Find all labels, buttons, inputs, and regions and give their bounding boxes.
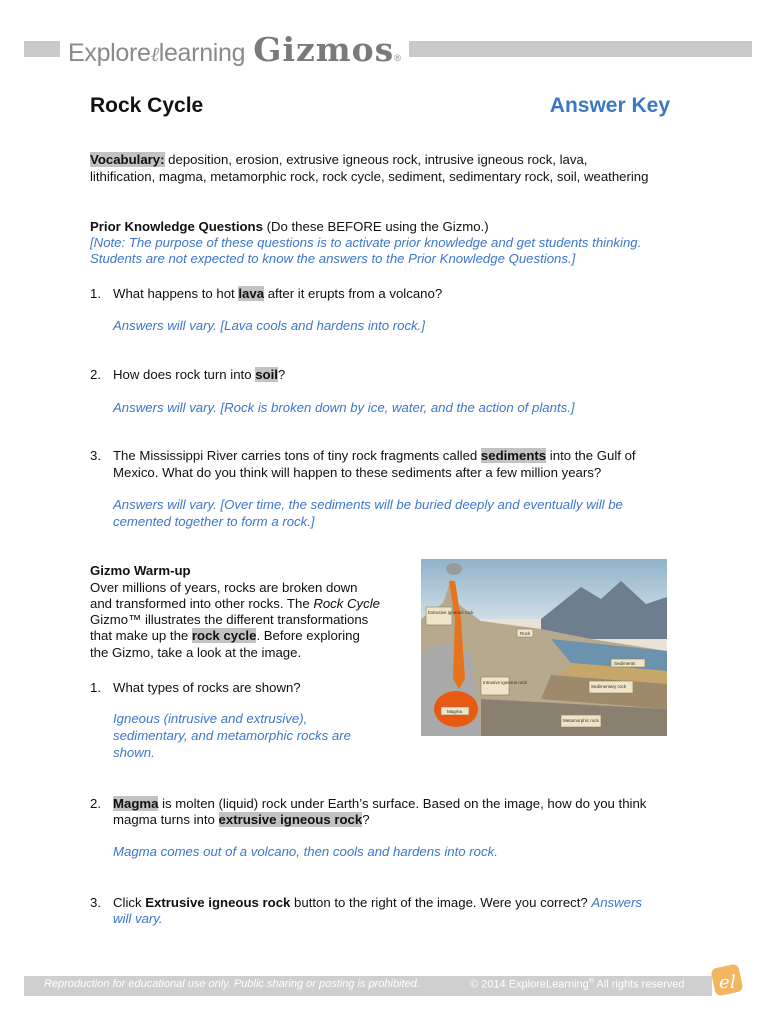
question-number: 1. (90, 680, 101, 695)
q-text: How does rock turn into (113, 367, 256, 382)
warmup-text: that make up the (90, 628, 192, 643)
highlight-term: soil (255, 367, 278, 382)
warmup-question-2-line-2 (113, 812, 370, 829)
copyright-reg: ® (588, 978, 594, 985)
prior-answer-2: Answers will vary. [Rock is broken down by ice, water, and the action of plants.] (113, 400, 575, 415)
warmup-question-3 (113, 895, 642, 912)
vocabulary-label: Vocabulary: (90, 152, 165, 167)
warmup-line-4 (90, 628, 360, 645)
label-intrusive: Intrusive igneous rock (483, 680, 527, 685)
q-text: magma turns into (113, 812, 219, 827)
label-rock: Rock (520, 631, 531, 636)
warmup-text: . Before exploring (256, 628, 360, 643)
logo-swirl-icon: ℓ (150, 42, 159, 66)
label-extrusive: Extrusive igneous rock (428, 610, 474, 615)
q-text: ? (277, 367, 286, 382)
prior-answer-3-line-1: Answers will vary. [Over time, the sediments will be buried deeply and eventually will be (113, 497, 623, 512)
q-text: after it erupts from a volcano? (264, 286, 443, 301)
rock-cycle-image (421, 559, 667, 736)
warmup-line-5: the Gizmo, take a look at the image. (90, 645, 302, 660)
question-number: 2. (90, 367, 101, 382)
prior-heading-bold: Prior Knowledge Questions (90, 219, 263, 234)
prior-knowledge-heading (90, 219, 489, 236)
warmup-answer-2: Magma comes out of a volcano, then cools and hardens into rock. (113, 844, 498, 859)
highlight-term: Magma (113, 796, 159, 811)
prior-question-1 (113, 286, 442, 303)
vocabulary-line-2: lithification, magma, metamorphic rock, rock cycle, sediment, sedimentary rock, soil, weathering (90, 169, 649, 184)
explorelearning-logo (60, 30, 409, 70)
question-number: 2. (90, 796, 101, 811)
logo-learning-text: learning (158, 39, 246, 67)
label-magma: Magma (447, 709, 463, 714)
highlight-term: rock cycle (191, 628, 257, 643)
q-text: The Mississippi River carries tons of tiny rock fragments called (113, 448, 481, 463)
question-number: 1. (90, 286, 101, 301)
warmup-question-2 (113, 796, 646, 813)
logo-explore-text: Explore (68, 39, 151, 67)
copyright-text: © 2014 ExploreLearning (470, 978, 589, 991)
footer-disclaimer: Reproduction for educational use only. Public sharing or posting is prohibited. (44, 978, 420, 990)
warmup-heading: Gizmo Warm-up (90, 563, 191, 578)
gizmo-name: Rock Cycle (313, 596, 381, 611)
prior-question-2 (113, 367, 285, 384)
svg-text:e: e (719, 972, 730, 993)
prior-question-3-line-2: Mexico. What do you think will happen to these sediments after a few million years? (113, 465, 602, 480)
warmup-line-1: Over millions of years, rocks are broken down (90, 580, 358, 595)
vocabulary-terms-1: deposition, erosion, extrusive igneous rock, intrusive igneous rock, lava, (164, 152, 588, 167)
warmup-question-1: What types of rocks are shown? (113, 680, 301, 695)
q-text: is molten (liquid) rock under Earth’s surface. Based on the image, how do you think (158, 796, 647, 811)
prior-question-3 (113, 448, 636, 465)
explorelearning-el-icon (710, 962, 746, 998)
page-title: Rock Cycle (90, 94, 204, 117)
q-text: What happens to hot (113, 286, 239, 301)
prior-note-line-2: Students are not expected to know the answers to the Prior Knowledge Questions.] (90, 251, 576, 266)
highlight-term: sediments (480, 448, 547, 463)
question-number: 3. (90, 448, 101, 463)
q-text: ? (362, 812, 370, 827)
warmup-text: and transformed into other rocks. The (90, 596, 314, 611)
answer-key-label: Answer Key (549, 94, 670, 117)
prior-answer-3-line-2: cemented together to form a rock.] (113, 514, 315, 529)
warmup-answer-1-line-2: sedimentary, and metamorphic rocks are (113, 728, 351, 743)
logo-gizmos-text: Gizmos (253, 30, 395, 69)
svg-text:l: l (730, 972, 736, 993)
logo-registered: ® (394, 53, 401, 63)
q-text: Click (113, 895, 146, 910)
highlight-term: extrusive igneous rock (218, 812, 363, 827)
volcano-smoke (446, 563, 462, 575)
warmup-line-2 (90, 596, 380, 613)
q-text: button to the right of the image. Were you correct? (290, 895, 592, 910)
q-text: into the Gulf of (546, 448, 636, 463)
warmup-answer-1-line-3: shown. (113, 745, 155, 760)
prior-heading-note: (Do these BEFORE using the Gizmo.) (262, 219, 489, 234)
prior-note-line-1: [Note: The purpose of these questions is to activate prior knowledge and get students thinking. (90, 235, 642, 250)
rights-text: All rights reserved (593, 978, 685, 991)
warmup-answer-3-part-1: Answers (591, 895, 642, 910)
warmup-line-3: Gizmo™ illustrates the different transformations (90, 612, 369, 627)
warmup-answer-1-line-1: Igneous (intrusive and extrusive), (113, 711, 308, 726)
prior-answer-1: Answers will vary. [Lava cools and hardens into rock.] (113, 318, 425, 333)
highlight-term: lava (238, 286, 265, 301)
warmup-answer-3-part-2: will vary. (113, 911, 163, 926)
label-sediments: Sediments (614, 661, 636, 666)
label-sedimentary: Sedimentary rock (591, 684, 627, 689)
question-number: 3. (90, 895, 101, 910)
vocabulary-line-1 (90, 152, 587, 169)
bold-term: Extrusive igneous rock (145, 895, 291, 910)
label-metamorphic: Metamorphic rock (563, 718, 599, 723)
footer-copyright (470, 978, 684, 991)
